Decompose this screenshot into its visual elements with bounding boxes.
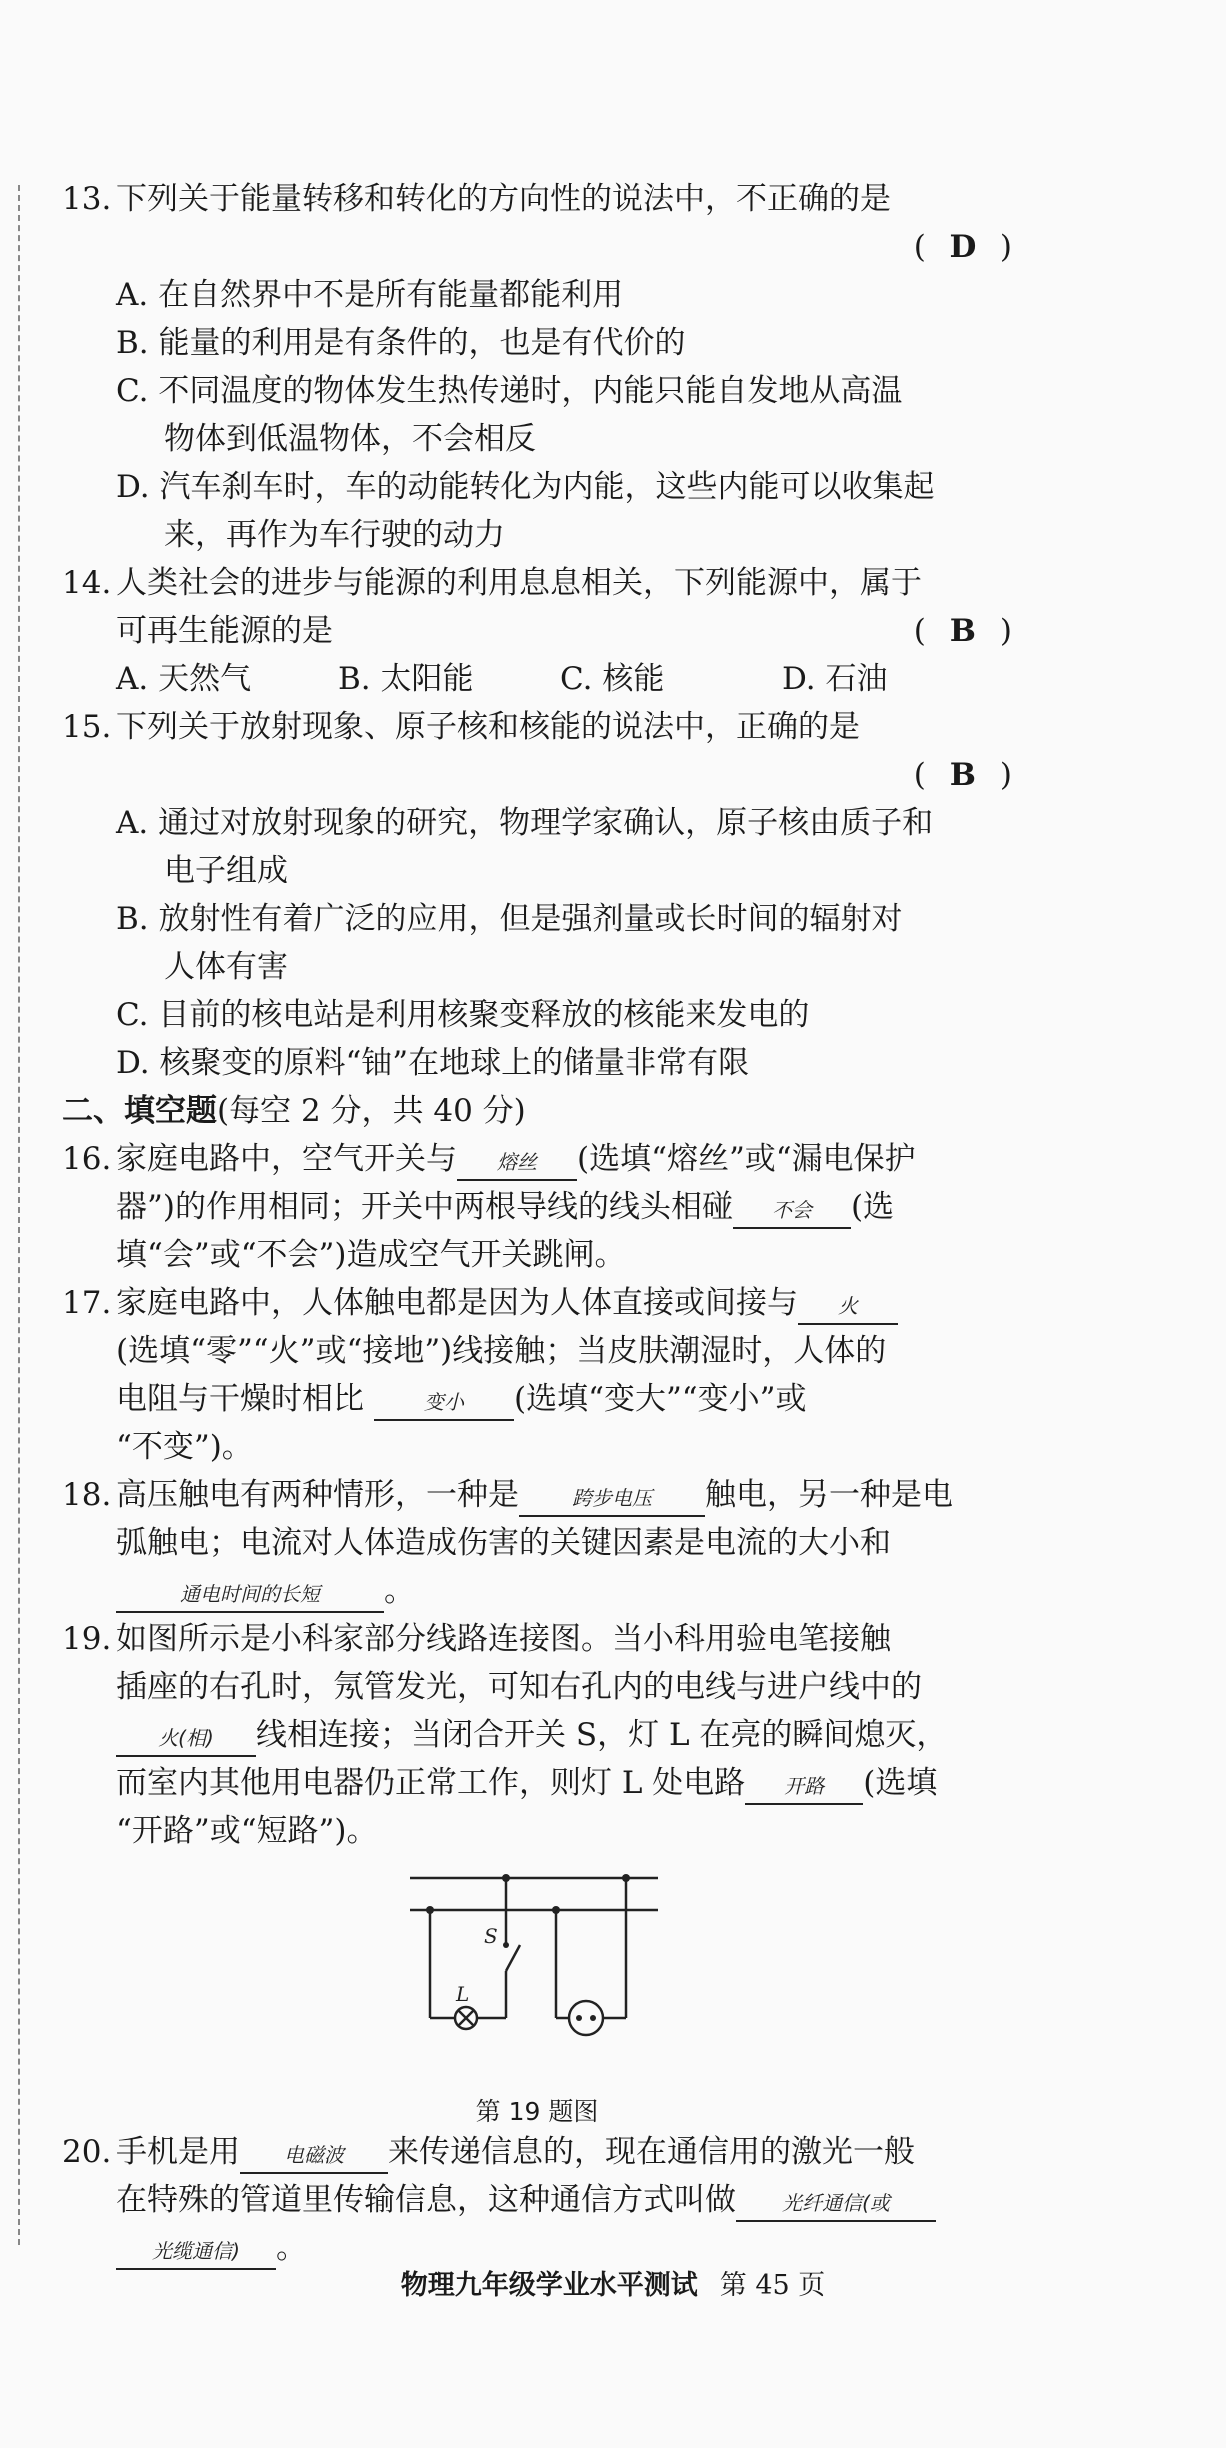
circuit-diagram xyxy=(396,1863,726,2078)
question-text: (选填 xyxy=(863,1765,938,1801)
question-16 xyxy=(62,1135,1012,1279)
question-stem-cont: 可再生能源的是 xyxy=(116,613,333,649)
question-14 xyxy=(62,559,1012,703)
question-text: 线相连接；当闭合开关 S，灯 L 在亮的瞬间熄灭， xyxy=(256,1717,948,1753)
question-13 xyxy=(62,175,1012,559)
question-text: 插座的右孔时，氖管发光，可知右孔内的电线与进户线中的 xyxy=(116,1669,922,1705)
question-stem: 人类社会的进步与能源的利用息息相关，下列能源中，属于 xyxy=(116,565,922,601)
question-text: 如图所示是小科家部分线路连接图。当小科用验电笔接触 xyxy=(116,1621,891,1657)
option-d: D. 石油 xyxy=(782,661,888,697)
page-content xyxy=(62,175,1012,2272)
option-a: A. 在自然界中不是所有能量都能利用 xyxy=(116,277,624,313)
question-number: 15. xyxy=(62,709,112,745)
question-text: 在特殊的管道里传输信息，这种通信方式叫做 xyxy=(116,2182,736,2218)
answer-bracket: ( B ) xyxy=(914,607,1012,655)
answer-blank: 跨步电压 xyxy=(519,1481,705,1517)
answer-bracket: ( D ) xyxy=(914,223,1012,271)
option-b: B. 能量的利用是有条件的，也是有代价的 xyxy=(116,325,686,361)
question-number: 19. xyxy=(62,1621,112,1657)
question-text: 手机是用 xyxy=(116,2134,240,2170)
answer-blank: 熔丝 xyxy=(457,1145,577,1181)
question-text: “不变”)。 xyxy=(116,1429,253,1465)
question-text: (选填“变大”“变小”或 xyxy=(514,1381,807,1417)
option-a: A. 天然气 xyxy=(116,661,252,697)
answer-blank: 不会 xyxy=(733,1193,851,1229)
option-b-cont: 人体有害 xyxy=(164,949,288,985)
question-17 xyxy=(62,1279,1012,1471)
question-text: (选填“熔丝”或“漏电保护 xyxy=(577,1141,916,1177)
question-text: 高压触电有两种情形，一种是 xyxy=(116,1477,519,1513)
option-d: D. 汽车刹车时，车的动能转化为内能，这些内能可以收集起 xyxy=(116,469,935,505)
question-number: 14. xyxy=(62,565,112,601)
circuit-figure xyxy=(62,1863,1012,2128)
options-row xyxy=(62,655,1012,703)
switch-label: S xyxy=(484,1924,498,1948)
option-c: C. 不同温度的物体发生热传递时，内能只能自发地从高温 xyxy=(116,373,903,409)
question-number: 17. xyxy=(62,1285,112,1321)
question-text: 而室内其他用电器仍正常工作，则灯 L 处电路 xyxy=(116,1765,746,1801)
option-c: C. 目前的核电站是利用核聚变释放的核能来发电的 xyxy=(116,997,810,1033)
question-stem: 下列关于放射现象、原子核和核能的说法中，正确的是 xyxy=(116,709,860,745)
question-text: 。 xyxy=(384,1573,415,1609)
lamp-label: L xyxy=(456,1982,470,2006)
question-20 xyxy=(62,2128,1012,2272)
option-a-cont: 电子组成 xyxy=(164,853,288,889)
option-d-cont: 来，再作为车行驶的动力 xyxy=(164,517,505,553)
question-19 xyxy=(62,1615,1012,2128)
question-text: (选填“零”“火”或“接地”)线接触；当皮肤潮湿时，人体的 xyxy=(116,1333,887,1369)
answer-blank: 火 xyxy=(798,1289,898,1325)
answer-blank: 火(相) xyxy=(116,1721,256,1757)
question-text: 弧触电；电流对人体造成伤害的关键因素是电流的大小和 xyxy=(116,1525,891,1561)
answer-blank: 电磁波 xyxy=(240,2138,388,2174)
option-d: D. 核聚变的原料“铀”在地球上的储量非常有限 xyxy=(116,1045,750,1081)
page-number: 第 45 页 xyxy=(719,2270,826,2301)
answer-blank: 通电时间的长短 xyxy=(116,1577,384,1613)
answer-bracket: ( B ) xyxy=(914,751,1012,799)
option-a: A. 通过对放射现象的研究，物理学家确认，原子核由质子和 xyxy=(116,805,934,841)
section-heading xyxy=(62,1087,1012,1135)
footer-title: 物理九年级学业水平测试 xyxy=(400,2270,698,2301)
option-c: C. 核能 xyxy=(560,661,665,697)
question-text: 家庭电路中，人体触电都是因为人体直接或间接与 xyxy=(116,1285,798,1321)
section-note: (每空 2 分，共 40 分) xyxy=(217,1093,526,1129)
answer-value: D xyxy=(949,229,977,265)
question-stem: 下列关于能量转移和转化的方向性的说法中，不正确的是 xyxy=(116,181,891,217)
answer-value: B xyxy=(949,613,976,649)
question-text: 来传递信息的，现在通信用的激光一般 xyxy=(388,2134,915,2170)
question-15 xyxy=(62,703,1012,1087)
option-b: B. 太阳能 xyxy=(338,661,474,697)
option-b: B. 放射性有着广泛的应用，但是强剂量或长时间的辐射对 xyxy=(116,901,903,937)
option-c-cont: 物体到低温物体，不会相反 xyxy=(164,421,536,457)
question-text: 。 xyxy=(276,2230,307,2266)
question-number: 18. xyxy=(62,1477,112,1513)
question-number: 16. xyxy=(62,1141,112,1177)
figure-caption: 第 19 题图 xyxy=(475,2097,599,2126)
question-text: 填“会”或“不会”)造成空气开关跳闸。 xyxy=(116,1237,626,1273)
question-text: 触电，另一种是电 xyxy=(705,1477,953,1513)
answer-blank: 光纤通信(或 xyxy=(736,2186,936,2222)
question-text: (选 xyxy=(850,1189,895,1225)
question-number: 20. xyxy=(62,2134,112,2170)
answer-blank: 变小 xyxy=(374,1385,514,1421)
answer-blank: 开路 xyxy=(745,1769,863,1805)
question-text: “开路”或“短路”)。 xyxy=(116,1813,378,1849)
question-text: 电阻与干燥时相比 xyxy=(116,1381,364,1417)
section-title: 二、填空题 xyxy=(62,1093,217,1129)
answer-value: B xyxy=(949,757,976,793)
answer-blank-cont: 光缆通信) xyxy=(116,2234,276,2270)
question-18 xyxy=(62,1471,1012,1615)
question-text: 器”)的作用相同；开关中两根导线的线头相碰 xyxy=(116,1189,733,1225)
question-number: 13. xyxy=(62,181,112,217)
page-footer xyxy=(0,2263,1226,2302)
question-text: 家庭电路中，空气开关与 xyxy=(116,1141,457,1177)
cut-line xyxy=(18,185,20,2245)
